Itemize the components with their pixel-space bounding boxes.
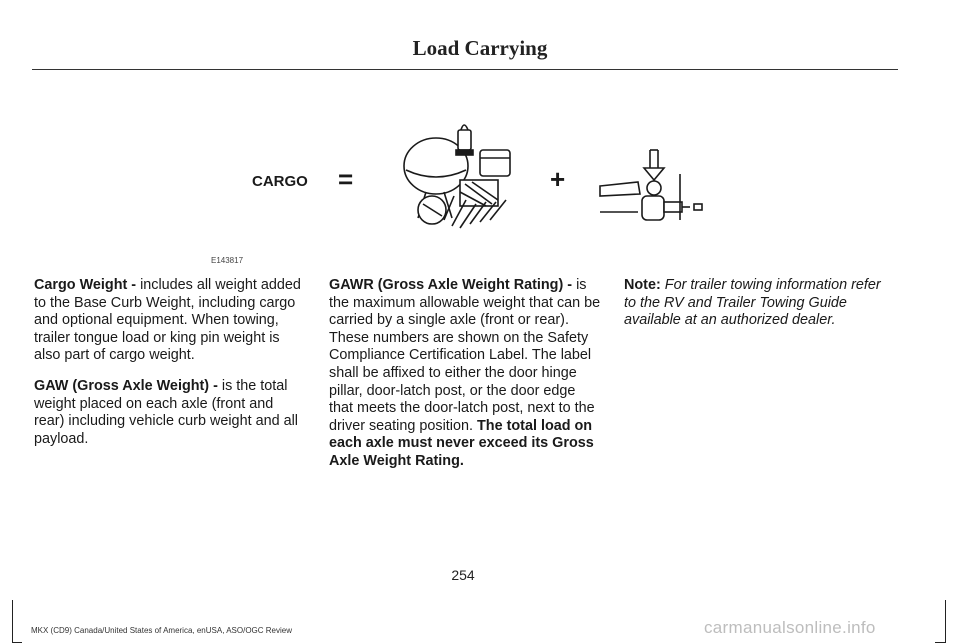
- cargo-illustration: [230, 108, 710, 243]
- column-1: [34, 277, 306, 461]
- note-text: For trailer towing information refer to the RV and Trailer Towing Guide available at an authorized dealer.: [624, 277, 881, 329]
- cargo-label: CARGO: [252, 173, 308, 190]
- trailer-hitch-icon: [600, 150, 702, 220]
- equals-symbol: =: [338, 164, 354, 194]
- column-2: [329, 277, 601, 484]
- camping-gear-icon: [404, 125, 510, 228]
- document-info: MKX (CD9) Canada/United States of America, enUSA, ASO/OGC Review: [31, 626, 292, 635]
- gaw-paragraph: [34, 378, 306, 448]
- gaw-term: GAW (Gross Axle Weight) -: [34, 377, 222, 394]
- gawr-warning: The total load on each axle must never exceed its Gross Axle Weight Rating.: [329, 417, 594, 469]
- gawr-paragraph: [329, 277, 601, 471]
- cargo-weight-paragraph: [34, 277, 306, 365]
- cargo-weight-term: Cargo Weight -: [34, 277, 141, 293]
- watermark: carmanualsonline.info: [704, 618, 876, 637]
- cargo-weight-text: includes all weight added to the Base Curb Weight, including cargo and optional equipment. When towing, trailer tongue load or king pin weight is also part of cargo weight.: [34, 277, 301, 364]
- image-code: E143817: [211, 256, 244, 265]
- column-3: [624, 277, 896, 343]
- note-label: Note:: [624, 277, 661, 293]
- gaw-text: is the total weight placed on each axle (front and rear) including vehicle curb weight and all payload.: [34, 377, 298, 447]
- crop-mark-bottom-right: [945, 600, 946, 643]
- gawr-text: is the maximum allowable weight that can be carried by a single axle (front or rear). These numbers are shown on the Safety Compliance Certification Label. The label shall be affixed to either the door hinge pillar, door-latch post, or the door edge that meets the door-latch post, next to the driver seating position.: [329, 277, 601, 434]
- crop-mark-bottom-left: [12, 600, 13, 643]
- page-number: 254: [451, 567, 475, 583]
- gawr-term: GAWR (Gross Axle Weight Rating) -: [329, 277, 577, 293]
- page-title: Load Carrying: [412, 36, 548, 60]
- plus-symbol: +: [550, 164, 566, 194]
- header-divider: [32, 69, 898, 70]
- note-paragraph: [624, 277, 896, 330]
